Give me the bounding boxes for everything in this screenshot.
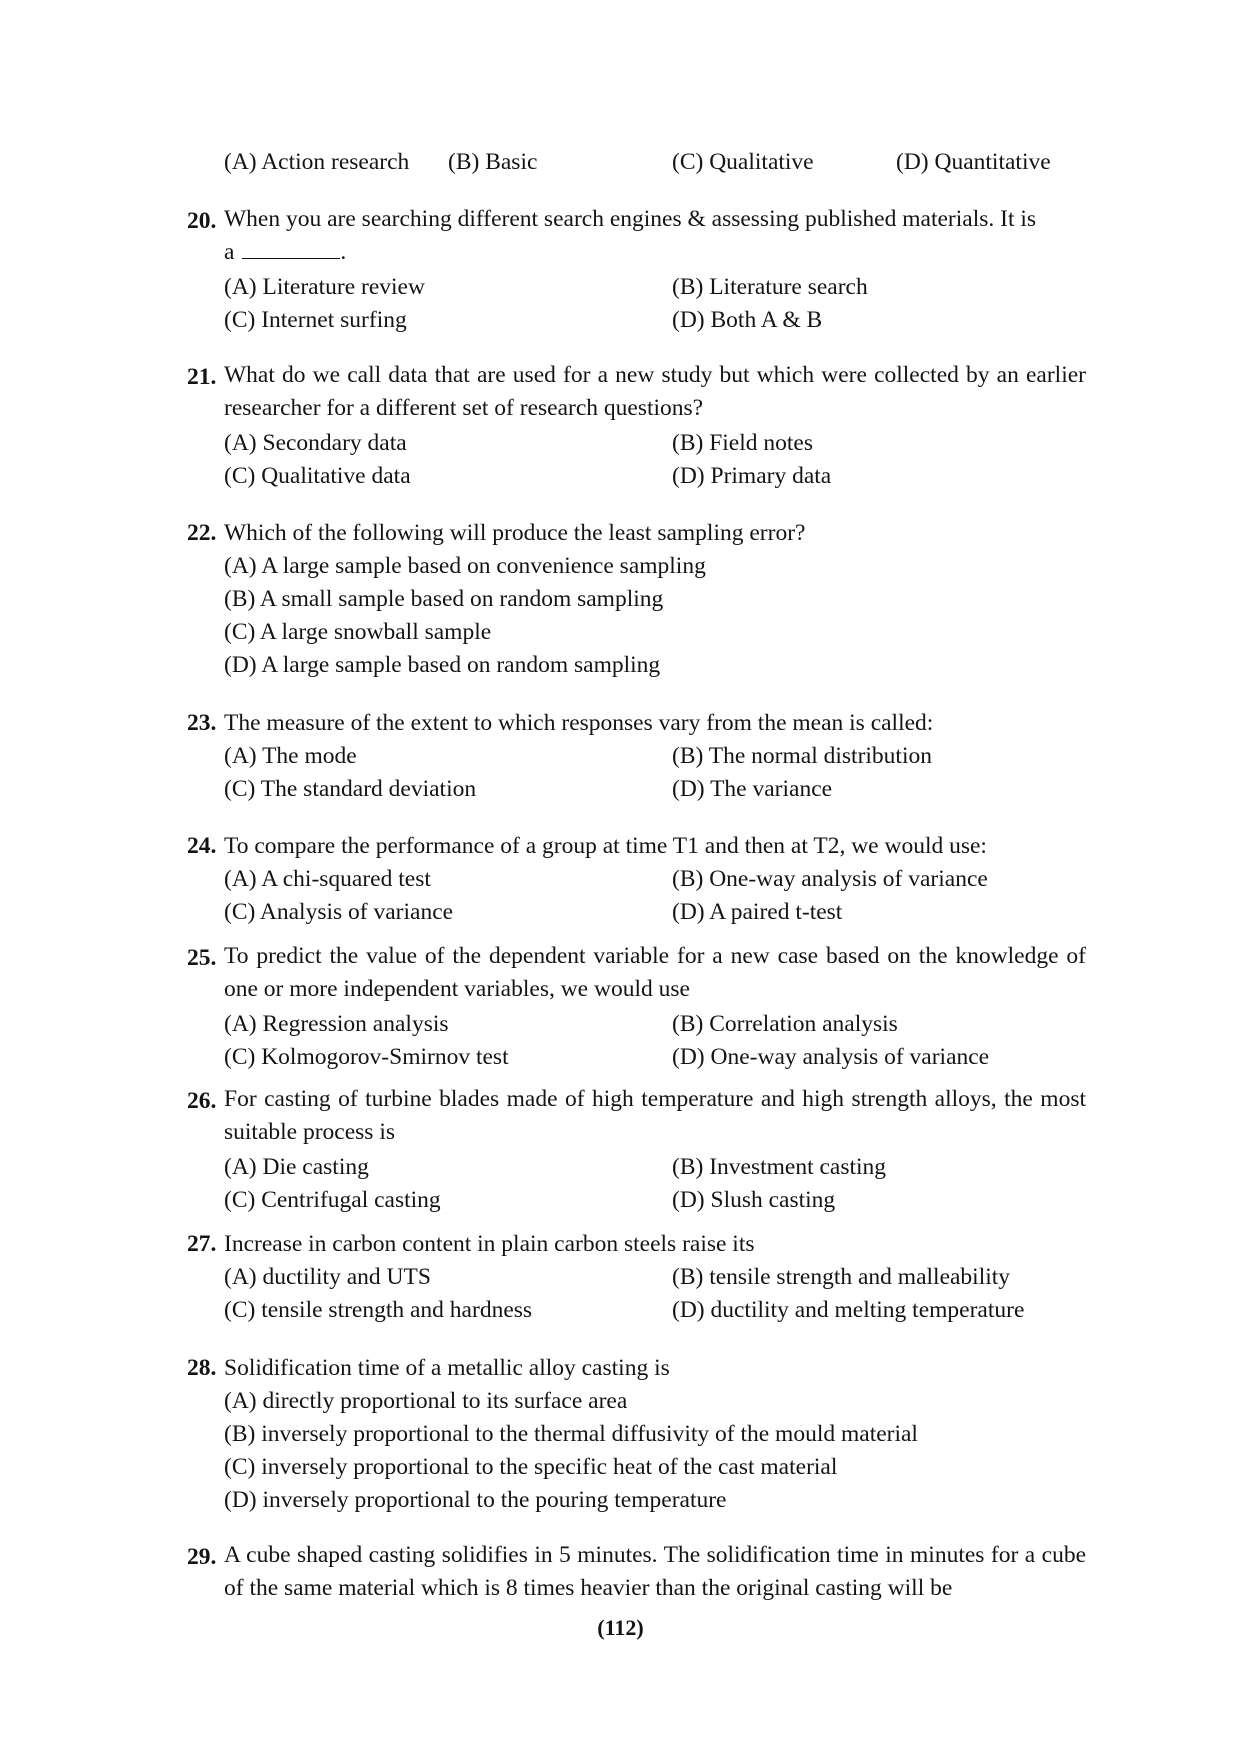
option-c: (C) Qualitative (672, 149, 814, 175)
option-d: (D) A paired t-test (672, 899, 843, 925)
option-c: (C) tensile strength and hardness (224, 1297, 533, 1323)
option-b: (B) Correlation analysis (672, 1011, 898, 1037)
question-text: To compare the performance of a group at time T1 and then at T2, we would use: (224, 833, 987, 859)
option-a: (A) Secondary data (224, 430, 407, 456)
question-text: Which of the following will produce the least sampling error? (224, 520, 806, 546)
option-a: (A) Literature review (224, 274, 425, 300)
option-c: (C) Centrifugal casting (224, 1187, 441, 1213)
option-a: (A) directly proportional to its surface area (224, 1388, 628, 1414)
option-c: (C) Qualitative data (224, 463, 411, 489)
question-number: 21. (187, 364, 217, 390)
option-c: (C) Kolmogorov-Smirnov test (224, 1044, 509, 1070)
option-a: (A) A large sample based on convenience sampling (224, 553, 706, 579)
question-number: 25. (187, 945, 217, 971)
option-b: (B) Basic (448, 149, 538, 175)
option-d: (D) ductility and melting temperature (672, 1297, 1025, 1323)
option-b: (B) Literature search (672, 274, 868, 300)
option-d: (D) One-way analysis of variance (672, 1044, 990, 1070)
option-c: (C) The standard deviation (224, 776, 477, 802)
option-d: (D) Both A & B (672, 307, 823, 333)
question-number: 27. (187, 1231, 217, 1257)
option-a: (A) The mode (224, 743, 357, 769)
option-d: (D) A large sample based on random sampling (224, 652, 661, 678)
option-a: (A) ductility and UTS (224, 1264, 431, 1290)
answer-blank (242, 241, 340, 259)
question-text: What do we call data that are used for a new study but which were collected by an earlier researcher for a different set of research questions? (224, 362, 1086, 421)
question-text: The measure of the extent to which responses vary from the mean is called: (224, 710, 934, 736)
option-c: (C) Internet surfing (224, 307, 407, 333)
option-b: (B) The normal distribution (672, 743, 932, 769)
option-c: (C) Analysis of variance (224, 899, 454, 925)
question-number: 22. (187, 520, 217, 546)
question-number: 20. (187, 208, 217, 234)
option-a: (A) Regression analysis (224, 1011, 449, 1037)
option-b: (B) Field notes (672, 430, 813, 456)
option-b: (B) Investment casting (672, 1154, 887, 1180)
question-number: 24. (187, 833, 217, 859)
question-text: Increase in carbon content in plain carbon steels raise its (224, 1231, 755, 1257)
question-text: For casting of turbine blades made of high temperature and high strength alloys, the most suitable process is (224, 1086, 1086, 1145)
page-number: (112) (597, 1615, 644, 1640)
option-b: (B) inversely proportional to the thermal diffusivity of the mould material (224, 1421, 918, 1447)
question-number: 28. (187, 1355, 217, 1381)
option-a: (A) A chi-squared test (224, 866, 431, 892)
question-number: 26. (187, 1088, 217, 1114)
question-text: When you are searching different search engines & assessing published materials. It is a . (224, 206, 1037, 265)
option-a: (A) Action research (224, 149, 410, 175)
option-b: (B) A small sample based on random sampling (224, 586, 664, 612)
option-d: (D) The variance (672, 776, 833, 802)
option-d: (D) Slush casting (672, 1187, 836, 1213)
option-d: (D) Primary data (672, 463, 832, 489)
option-c: (C) A large snowball sample (224, 619, 492, 645)
question-text: Solidification time of a metallic alloy casting is (224, 1355, 670, 1381)
option-b: (B) One-way analysis of variance (672, 866, 988, 892)
option-a: (A) Die casting (224, 1154, 369, 1180)
question-text: To predict the value of the dependent variable for a new case based on the knowledge of one or more independent variables, we would use (224, 943, 1086, 1002)
question-number: 29. (187, 1544, 217, 1570)
option-c: (C) inversely proportional to the specific heat of the cast material (224, 1454, 838, 1480)
question-text: A cube shaped casting solidifies in 5 minutes. The solidification time in minutes for a cube of the same material which is 8 times heavier than the original casting will be (224, 1542, 1086, 1601)
option-b: (B) tensile strength and malleability (672, 1264, 1011, 1290)
option-d: (D) inversely proportional to the pouring temperature (224, 1487, 727, 1513)
question-number: 23. (187, 710, 217, 736)
option-d: (D) Quantitative (896, 149, 1051, 175)
